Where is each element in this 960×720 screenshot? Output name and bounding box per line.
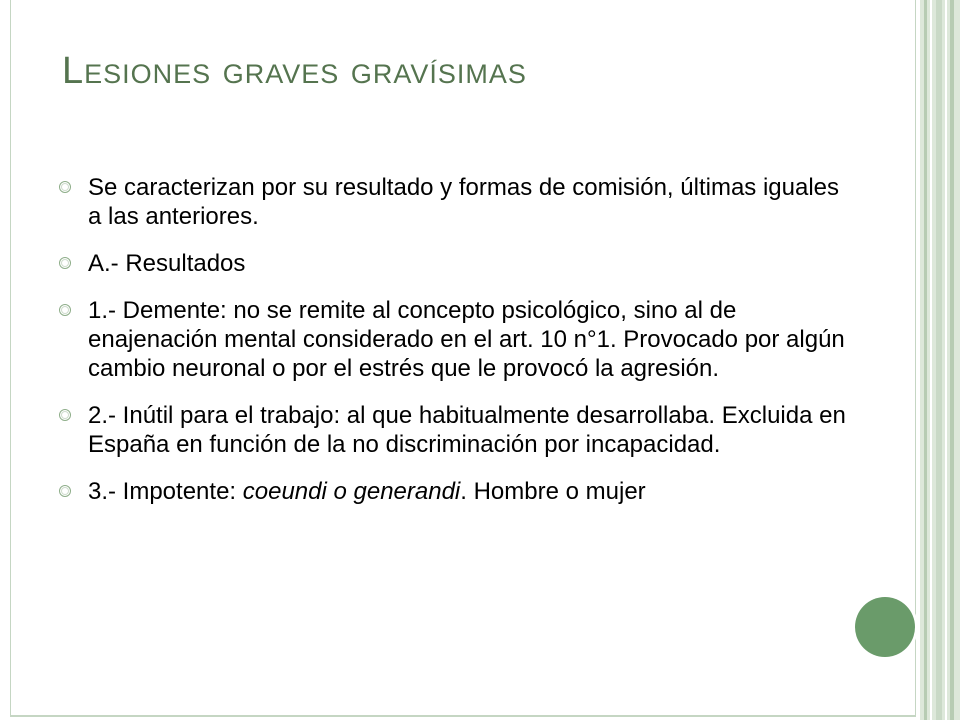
bullet-text: 2.- Inútil para el trabajo: al que habitualmente desarrollaba. Excluida en España en función de la no discriminación por incapacidad. [88, 402, 846, 458]
slide-title: Lesiones graves gravísimas [62, 50, 527, 92]
bullet-item [56, 249, 846, 278]
bullet-text: A.- Resultados [88, 250, 246, 277]
bullet-icon [59, 485, 71, 497]
accent-circle [855, 597, 915, 657]
bullet-item [56, 173, 846, 231]
bullet-text: 1.- Demente: no se remite al concepto psicológico, sino al de enajenación mental considerado en el art. 10 n°1. Provocado por algún cambio neuronal o por el estrés que le provocó la agresión. [88, 297, 845, 382]
bullet-icon [59, 181, 71, 193]
bullet-item [56, 477, 846, 506]
bullet-text-suffix: . Hombre o mujer [460, 478, 646, 505]
bullet-item [56, 401, 846, 459]
slide-frame-bottom [10, 716, 916, 717]
bullet-text: Se caracterizan por su resultado y formas de comisión, últimas iguales a las anteriores. [88, 174, 840, 230]
bullet-icon [59, 409, 71, 421]
bullet-item [56, 296, 846, 383]
bullet-icon [59, 257, 71, 269]
decorative-stripes [916, 0, 960, 720]
bullet-list [56, 173, 846, 524]
bullet-icon [59, 304, 71, 316]
bullet-text-prefix: 3.- Impotente: [88, 478, 243, 505]
bullet-text-italic: coeundi o generandi [242, 478, 461, 505]
